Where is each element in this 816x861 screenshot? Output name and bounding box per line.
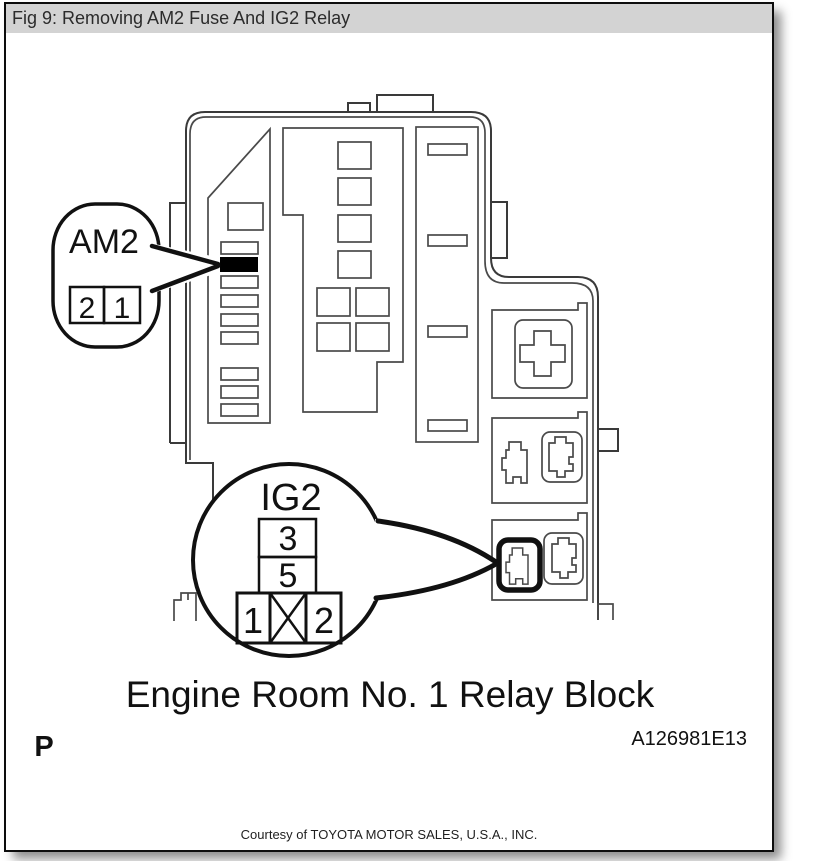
relay-footprint-icon xyxy=(552,538,576,578)
relay-compartments xyxy=(492,303,587,600)
am2-fuse-highlight xyxy=(220,257,258,272)
right-side-tab xyxy=(491,202,507,258)
diagram-caption: Engine Room No. 1 Relay Block xyxy=(125,674,655,715)
relay-footprint-icon xyxy=(502,442,527,483)
ig2-callout xyxy=(193,464,497,656)
ig2-label: IG2 xyxy=(260,477,322,519)
ig2-terminal-2: 2 xyxy=(313,600,335,641)
relay-block-diagram xyxy=(6,33,772,850)
am2-terminal-1: 1 xyxy=(113,292,131,325)
top-tab-small xyxy=(348,103,370,112)
far-right-tab xyxy=(598,429,618,451)
ig2-terminal-3: 3 xyxy=(278,520,298,558)
left-mount-bracket xyxy=(174,593,196,621)
page-marker: P xyxy=(34,731,54,763)
ig2-terminal-1: 1 xyxy=(242,600,264,641)
right-mount-bracket xyxy=(598,604,613,620)
relay-footprint-icon xyxy=(549,437,573,477)
relay-socket xyxy=(544,533,583,584)
center-fuse-panel xyxy=(283,128,403,412)
right-connector-panel xyxy=(416,127,478,442)
left-fuse-panel xyxy=(208,129,270,423)
relay-footprint-icon xyxy=(506,548,528,584)
figure-title-bar xyxy=(6,4,772,33)
courtesy-line: Courtesy of TOYOTA MOTOR SALES, U.S.A., INC. xyxy=(240,827,538,842)
figure-window xyxy=(4,2,774,852)
ig2-terminal-5: 5 xyxy=(278,557,298,595)
cross-relay-icon xyxy=(520,331,565,376)
am2-terminal-2: 2 xyxy=(78,292,96,325)
top-tab-large xyxy=(377,95,433,112)
figure-title: Fig 9: Removing AM2 Fuse And IG2 Relay xyxy=(12,8,351,28)
relay-socket xyxy=(542,432,582,482)
figure-code: A126981E13 xyxy=(631,728,747,750)
am2-label: AM2 xyxy=(69,223,139,261)
